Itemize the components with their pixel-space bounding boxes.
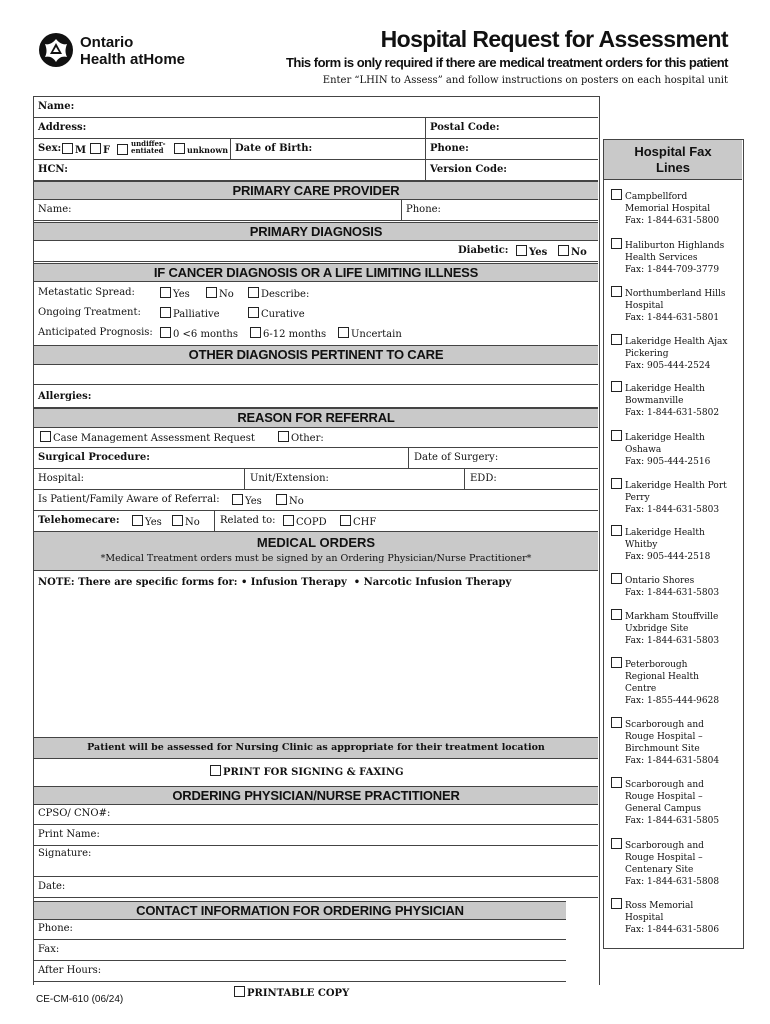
contact-header: CONTACT INFORMATION FOR ORDERING PHYSICIAN — [34, 901, 566, 920]
after-hours-label: After Hours: — [38, 965, 102, 976]
telehomecare-label: Telehomecare: — [38, 515, 120, 526]
sex-f-checkbox[interactable]: F — [90, 143, 110, 156]
fax-line-text: Perry — [625, 493, 650, 503]
fax-line-text: Fax: 905-444-2524 — [625, 361, 711, 371]
fax-line-checkbox[interactable] — [611, 381, 622, 392]
fax-line-text: Fax: 1-844-631-5802 — [625, 408, 720, 418]
fax-line-text: Fax: 1-855-444-9628 — [625, 696, 720, 706]
cancer-header: IF CANCER DIAGNOSIS OR A LIFE LIMITING ILLNESS — [34, 263, 598, 282]
fax-line-hospital: Markham Stouffville — [625, 612, 719, 622]
fax-line-text: Fax: 1-844-631-5801 — [625, 313, 720, 323]
fax-line-text — [611, 657, 736, 671]
fax-line-text — [611, 573, 736, 587]
sex-label: Sex: — [38, 143, 62, 154]
case-mgmt-checkbox[interactable]: Case Management Assessment Request — [40, 431, 255, 444]
signature-row[interactable] — [34, 846, 598, 877]
patient-name-row[interactable] — [34, 97, 598, 118]
sex-unknown-checkbox[interactable]: unknown — [174, 143, 228, 155]
fax-line-checkbox[interactable] — [611, 525, 622, 536]
version-code-label: Version Code: — [430, 164, 507, 175]
print-signing-checkbox[interactable]: PRINT FOR SIGNING & FAXING — [210, 765, 404, 778]
fax-line-item[interactable] — [611, 573, 736, 599]
fax-line-text: Uxbridge Site — [625, 624, 689, 634]
contact-after-hours-row[interactable] — [34, 961, 566, 982]
fax-line-checkbox[interactable] — [611, 430, 622, 441]
diabetic-no-checkbox[interactable]: No — [558, 245, 587, 258]
subtitle: This form is only required if there are medical treatment orders for this patient — [285, 55, 728, 70]
note-label: NOTE: There are specific forms for: — [38, 577, 238, 588]
contact-phone-row[interactable] — [34, 919, 566, 940]
sex-m-checkbox[interactable]: M — [62, 143, 86, 156]
fax-line-text: Bowmanville — [625, 396, 684, 406]
fax-line-hospital: Lakeridge Health Port — [625, 481, 727, 491]
fax-line-text — [611, 381, 736, 395]
fax-line-item[interactable] — [611, 334, 736, 372]
fax-line-text — [611, 777, 736, 791]
cpso-label: CPSO/ CNO#: — [38, 808, 111, 819]
fax-line-item[interactable] — [611, 777, 736, 827]
page-title: Hospital Request for Assessment — [380, 26, 728, 52]
contact-fax-row[interactable] — [34, 940, 566, 961]
fax-line-text: General Campus — [625, 804, 702, 814]
fax-line-text: Memorial Hospital — [625, 204, 711, 214]
fax-line-hospital: Scarborough and — [625, 841, 704, 851]
fax-line-text: Fax: 1-844-709-3779 — [625, 265, 720, 275]
aware-yes-checkbox[interactable]: Yes — [232, 494, 262, 507]
fax-line-item[interactable] — [611, 717, 736, 767]
fax-line-text — [611, 430, 736, 444]
contact-fax-label: Fax: — [38, 944, 60, 955]
fax-line-text: Oshawa — [625, 445, 662, 455]
hospital-row[interactable] — [34, 469, 598, 490]
fax-line-hospital: Lakeridge Health — [625, 528, 705, 538]
postal-code-label: Postal Code: — [430, 122, 500, 133]
fax-line-text: Hospital — [625, 913, 664, 923]
medical-orders-header — [34, 532, 598, 571]
other-diagnosis-field[interactable] — [34, 364, 598, 385]
fax-line-item[interactable] — [611, 286, 736, 324]
pcp-phone-label: Phone: — [406, 204, 441, 215]
fax-line-checkbox[interactable] — [611, 898, 622, 909]
chf-checkbox[interactable]: CHF — [340, 515, 376, 528]
edd-label: EDD: — [470, 473, 497, 484]
fax-line-text: Health Services — [625, 253, 698, 263]
diagnosis-row[interactable] — [34, 240, 598, 262]
form-code: CE-CM-610 (06/24) — [36, 994, 124, 1005]
note-items: • Infusion Therapy • Narcotic Infusion Therapy — [240, 577, 512, 588]
print-name-row[interactable] — [34, 825, 598, 846]
fax-line-hospital: Ontario Shores — [625, 576, 695, 586]
fax-line-checkbox[interactable] — [611, 777, 622, 788]
logo-line2: Health atHome — [80, 51, 186, 68]
fax-line-checkbox[interactable] — [611, 238, 622, 249]
other-diagnosis-header: OTHER DIAGNOSIS PERTINENT TO CARE — [34, 345, 598, 365]
sex-row: Sex: M F undiffer- entiated unknown Date of Birth: Phone: — [34, 139, 598, 160]
contact-phone-label: Phone: — [38, 923, 73, 934]
ontario-trillium-icon — [38, 32, 74, 68]
metastatic-describe-checkbox[interactable]: Describe: — [248, 287, 309, 300]
physician-date-row[interactable] — [34, 877, 598, 898]
fax-line-text: Rouge Hospital – — [625, 792, 703, 802]
ongoing-row: Ongoing Treatment: Palliative Curative — [38, 307, 305, 320]
prognosis-12mo-checkbox[interactable]: 6-12 months — [250, 327, 326, 340]
fax-line-text: Hospital — [625, 301, 664, 311]
fax-line-hospital: Haliburton Highlands — [625, 241, 725, 251]
allergies-row[interactable] — [34, 385, 598, 408]
fax-line-text: Whitby — [625, 540, 658, 550]
aware-row — [34, 490, 598, 511]
surgical-label: Surgical Procedure: — [38, 452, 150, 463]
fax-line-item[interactable] — [611, 478, 736, 516]
fax-line-hospital: Scarborough and — [625, 780, 704, 790]
surgery-date-label: Date of Surgery: — [414, 452, 499, 463]
fax-line-hospital: Lakeridge Health — [625, 433, 705, 443]
medical-orders-area[interactable] — [34, 571, 598, 737]
fax-line-text — [611, 525, 736, 539]
signature-label: Signature: — [38, 848, 92, 859]
fax-line-checkbox[interactable] — [611, 657, 622, 668]
fax-line-text — [611, 238, 736, 252]
hcn-label: HCN: — [38, 164, 68, 175]
fax-line-text — [611, 898, 736, 912]
fax-line-text: Rouge Hospital – — [625, 853, 703, 863]
fax-line-hospital: Northumberland Hills — [625, 289, 726, 299]
fax-line-text: Centenary Site — [625, 865, 694, 875]
fax-line-text: Fax: 1-844-631-5803 — [625, 588, 720, 598]
fax-line-text: Fax: 905-444-2518 — [625, 552, 711, 562]
telehomecare-yes-checkbox[interactable]: Yes — [132, 515, 162, 528]
fax-line-hospital: Scarborough and — [625, 720, 704, 730]
allergies-label: Allergies: — [38, 391, 92, 402]
fax-line-item[interactable] — [611, 898, 736, 936]
related-label: Related to: — [220, 515, 276, 526]
nursing-clinic-note: Patient will be assessed for Nursing Clinic as appropriate for their treatment location — [34, 737, 598, 759]
fax-line-text: Regional Health — [625, 672, 699, 682]
fax-line-text: Fax: 1-844-631-5800 — [625, 216, 720, 226]
fax-line-item[interactable] — [611, 238, 736, 276]
fax-line-text — [611, 286, 736, 300]
fax-line-item[interactable] — [611, 838, 736, 888]
prognosis-row: Anticipated Prognosis: 0 <6 months 6-12 months Uncertain — [38, 327, 402, 340]
fax-line-item[interactable] — [611, 430, 736, 468]
telehomecare-row — [34, 511, 598, 532]
cpso-row[interactable] — [34, 804, 598, 825]
fax-line-checkbox[interactable] — [611, 717, 622, 728]
fax-line-text: Fax: 1-844-631-5803 — [625, 636, 720, 646]
dob-label: Date of Birth: — [235, 143, 313, 154]
copd-checkbox[interactable]: COPD — [283, 515, 327, 528]
metastatic-no-checkbox[interactable]: No — [206, 287, 234, 300]
unit-label: Unit/Extension: — [250, 473, 329, 484]
fax-line-checkbox[interactable] — [611, 286, 622, 297]
fax-line-text — [611, 717, 736, 731]
medical-orders-title: MEDICAL ORDERS — [256, 535, 376, 550]
pcp-row[interactable] — [34, 199, 598, 221]
fax-line-item[interactable] — [611, 525, 736, 563]
address-row[interactable] — [34, 118, 598, 139]
fax-line-text: Fax: 1-844-631-5804 — [625, 756, 720, 766]
fax-line-text — [611, 189, 736, 203]
fax-line-hospital: Campbellford — [625, 192, 688, 202]
fax-line-item[interactable] — [611, 381, 736, 419]
fax-line-hospital: Ross Memorial — [625, 901, 694, 911]
medical-orders-sub: *Medical Treatment orders must be signed by an Ordering Physician/Nurse Practitioner* — [100, 553, 532, 564]
fax-line-text — [611, 609, 736, 623]
fax-line-checkbox[interactable] — [611, 573, 622, 584]
physician-date-label: Date: — [38, 881, 66, 892]
instruction: Enter “LHIN to Assess” and follow instructions on posters on each hospital unit — [322, 75, 728, 86]
metastatic-yes-checkbox[interactable]: Yes — [160, 287, 190, 300]
aware-label: Is Patient/Family Aware of Referral: — [38, 494, 220, 505]
primary-care-header: PRIMARY CARE PROVIDER — [34, 181, 598, 200]
diabetic-label: Diabetic: — [458, 245, 509, 256]
palliative-checkbox[interactable]: Palliative — [160, 307, 220, 320]
printable-copy-checkbox[interactable]: PRINTABLE COPY — [234, 986, 349, 999]
physician-header: ORDERING PHYSICIAN/NURSE PRACTITIONER — [34, 786, 598, 805]
phone-label: Phone: — [430, 143, 469, 154]
logo-line1: Ontario — [80, 34, 134, 51]
fax-line-hospital: Lakeridge Health Ajax — [625, 337, 728, 347]
hcn-row[interactable] — [34, 160, 598, 181]
diabetic-yes-checkbox[interactable]: Yes — [516, 245, 547, 258]
other-reason-checkbox[interactable]: Other: — [278, 431, 324, 444]
prognosis-6mo-checkbox[interactable]: 0 <6 months — [160, 327, 238, 340]
fax-line-text — [611, 478, 736, 492]
fax-line-text: Fax: 1-844-631-5808 — [625, 877, 720, 887]
logo — [38, 32, 208, 72]
pcp-name-label: Name: — [38, 204, 72, 215]
fax-line-checkbox[interactable] — [611, 838, 622, 849]
fax-line-text: Fax: 905-444-2516 — [625, 457, 711, 467]
fax-line-text: Birchmount Site — [625, 744, 700, 754]
fax-lines-title: Hospital Fax Lines — [604, 140, 742, 180]
fax-line-checkbox[interactable] — [611, 609, 622, 620]
fax-line-text: Fax: 1-844-631-5806 — [625, 925, 720, 935]
curative-checkbox[interactable]: Curative — [248, 307, 305, 320]
patient-name-label: Name: — [38, 101, 75, 112]
referral-type-row — [34, 427, 598, 448]
fax-line-hospital: Lakeridge Health — [625, 384, 705, 394]
print-name-label: Print Name: — [38, 829, 100, 840]
fax-line-text: Rouge Hospital – — [625, 732, 703, 742]
fax-line-checkbox[interactable] — [611, 189, 622, 200]
fax-line-text: Fax: 1-844-631-5805 — [625, 816, 720, 826]
fax-line-text: Fax: 1-844-631-5803 — [625, 505, 720, 515]
fax-line-text — [611, 838, 736, 852]
fax-line-hospital: Peterborough — [625, 660, 688, 670]
prognosis-uncertain-checkbox[interactable]: Uncertain — [338, 327, 402, 340]
aware-no-checkbox[interactable]: No — [276, 494, 304, 507]
address-label: Address: — [38, 122, 87, 133]
referral-header: REASON FOR REFERRAL — [34, 408, 598, 428]
metastatic-row: Metastatic Spread: Yes No Describe: — [38, 287, 310, 300]
fax-line-item[interactable] — [611, 657, 736, 707]
fax-line-text: Centre — [625, 684, 657, 694]
fax-line-checkbox[interactable] — [611, 478, 622, 489]
fax-line-text: Pickering — [625, 349, 669, 359]
fax-line-text — [611, 334, 736, 348]
telehomecare-no-checkbox[interactable]: No — [172, 515, 200, 528]
hospital-label: Hospital: — [38, 473, 85, 484]
fax-line-checkbox[interactable] — [611, 334, 622, 345]
primary-diagnosis-header: PRIMARY DIAGNOSIS — [34, 222, 598, 241]
fax-line-item[interactable] — [611, 189, 736, 227]
fax-line-item[interactable] — [611, 609, 736, 647]
surgical-row[interactable] — [34, 448, 598, 469]
